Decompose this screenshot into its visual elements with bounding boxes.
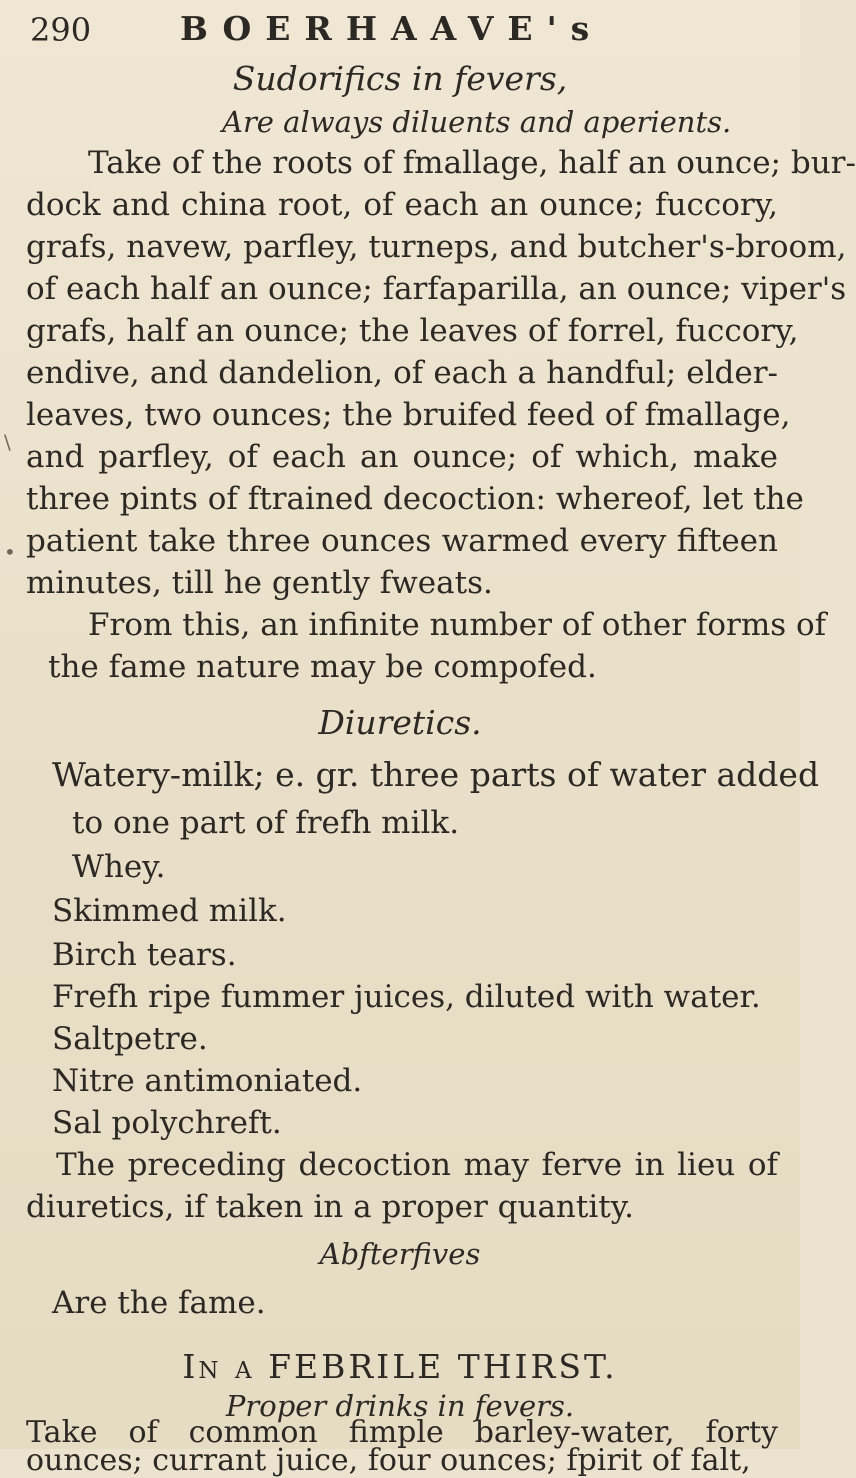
recipe-line: patient take three ounces warmed every fifteen: [26, 523, 778, 559]
sudorifics-note: Are always diluents and aperients.: [222, 105, 732, 139]
recipe-line: grafs, half an ounce; the leaves of forrel, fuccory,: [26, 313, 799, 349]
section-heading-diuretics: Diuretics.: [318, 703, 482, 742]
recipe-line: and parfley, of each an ounce; of which, make: [26, 439, 778, 475]
page-number: 290: [30, 11, 92, 49]
section-heading-febrile-thirst: In a FEBRILE THIRST.: [182, 1347, 618, 1386]
recipe-line: endive, and dandelion, of each a handful; elder-: [26, 355, 778, 391]
list-item: Skimmed milk.: [52, 893, 287, 929]
recipe-line: three pints of ftrained decoction: whereof, let the: [26, 481, 804, 517]
recipe-line: of each half an ounce; farfaparilla, an ounce; viper's: [26, 271, 847, 307]
subheading-proper-drinks: Proper drinks in fevers.: [225, 1389, 575, 1423]
section-heading-sudorifics: Sudorifics in fevers,: [232, 59, 568, 98]
body-line: diuretics, if taken in a proper quantity.: [26, 1189, 634, 1225]
body-line: Are the fame.: [52, 1285, 266, 1321]
list-item: Birch tears.: [52, 937, 237, 973]
list-item: Nitre antimoniated.: [52, 1063, 363, 1099]
margin-mark: •: [4, 540, 16, 564]
recipe-line: minutes, till he gently fweats.: [26, 565, 493, 601]
body-line: the fame nature may be compofed.: [48, 649, 597, 685]
body-line: From this, an infinite number of other forms of: [88, 607, 827, 643]
recipe-line: Take of common fimple barley-water, forty: [26, 1415, 778, 1450]
recipe-line: grafs, navew, parfley, turneps, and butcher's-broom,: [26, 229, 847, 265]
recipe-line: dock and china root, of each an ounce; fuccory,: [26, 187, 778, 223]
list-item: Watery-milk; e. gr. three parts of water added: [52, 755, 820, 794]
recipe-line: Take of the roots of fmallage, half an ounce; bur-: [88, 145, 856, 181]
list-item-continued: to one part of frefh milk.: [72, 805, 460, 841]
margin-mark: \: [4, 430, 11, 454]
recipe-line: leaves, two ounces; the bruifed feed of fmallage,: [26, 397, 791, 433]
list-item: Whey.: [72, 849, 166, 885]
recipe-line: ounces; currant juice, four ounces; fpirit of falt,: [26, 1443, 751, 1478]
list-item: Sal polychreft.: [52, 1105, 282, 1141]
section-heading-absterfives: Abfterfives: [319, 1237, 481, 1271]
list-item: Frefh ripe fummer juices, diluted with water.: [52, 979, 761, 1015]
list-item: Saltpetre.: [52, 1021, 208, 1057]
body-line: The preceding decoction may ferve in lieu of: [56, 1147, 778, 1183]
running-head: BOERHAAVE's: [180, 9, 604, 48]
